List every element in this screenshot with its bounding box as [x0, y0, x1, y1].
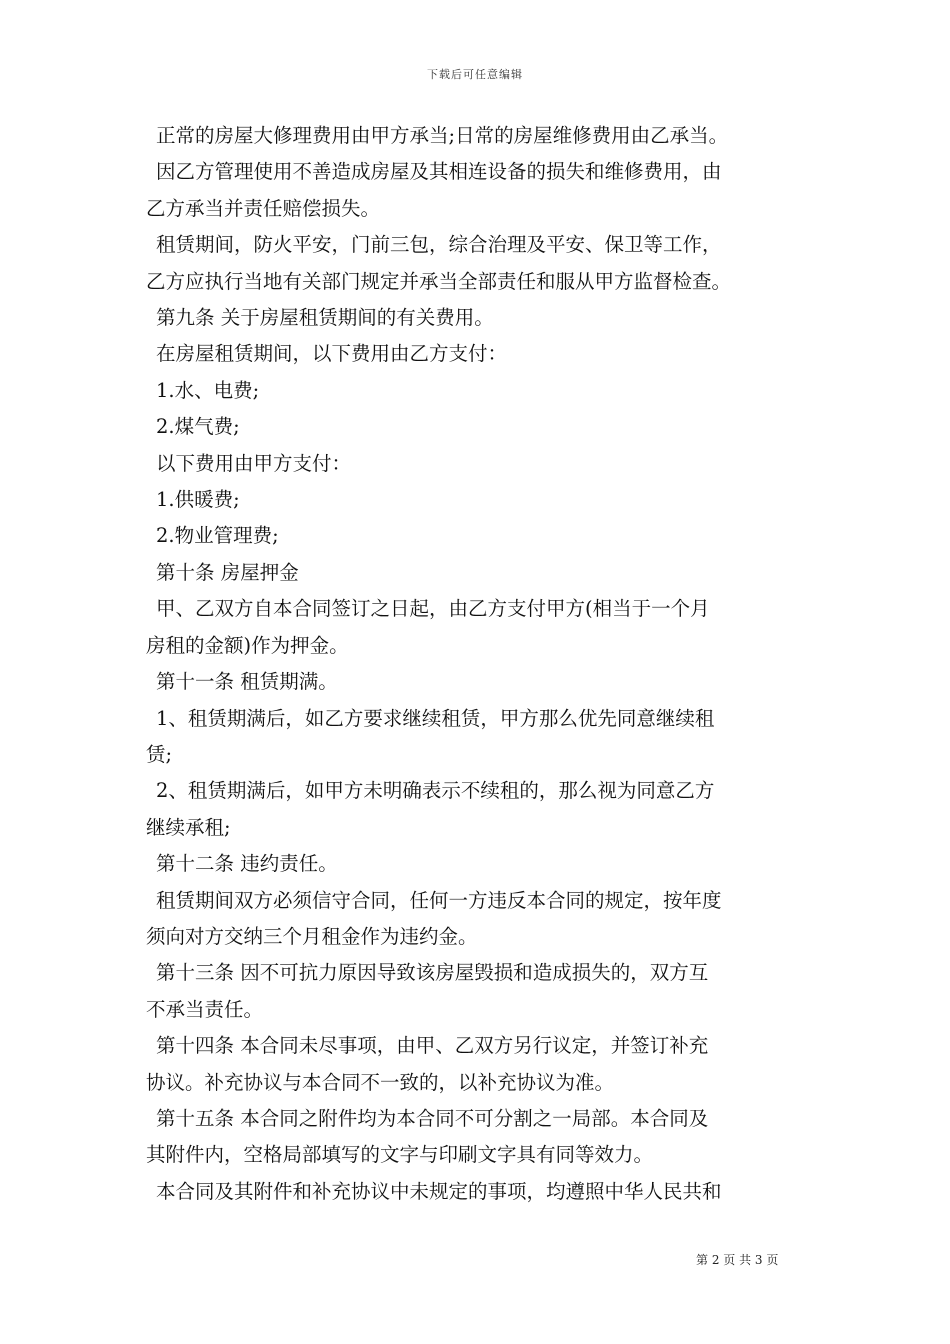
article-heading: 第十三条 因不可抗力原因导致该房屋毁损和造成损失的，双方互 — [156, 961, 709, 985]
list-item: 2.煤气费; — [156, 415, 240, 439]
list-item: 1、租赁期满后，如乙方要求继续租赁，甲方那么优先同意继续租 — [156, 706, 715, 730]
page-header-note: 下载后可任意编辑 — [427, 68, 523, 81]
paragraph-line: 因乙方管理使用不善造成房屋及其相连设备的损失和维修费用，由 — [156, 160, 722, 184]
list-item: 1.供暖费; — [156, 488, 240, 512]
article-heading: 第十一条 租赁期满。 — [156, 670, 338, 694]
paragraph-line: 其附件内，空格局部填写的文字与印刷文字具有同等效力。 — [146, 1143, 654, 1167]
list-item: 2.物业管理费; — [156, 524, 279, 548]
list-item: 1.水、电费; — [156, 378, 260, 402]
page-number: 第 2 页 共 3 页 — [696, 1253, 779, 1267]
paragraph-line: 本合同及其附件和补充协议中未规定的事项，均遵照中华人民共和 — [156, 1179, 722, 1203]
paragraph-line: 正常的房屋大修理费用由甲方承当;日常的房屋维修费用由乙承当。 — [156, 124, 729, 147]
paragraph-line: 协议。补充协议与本合同不一致的，以补充协议为准。 — [146, 1070, 615, 1094]
paragraph-line: 租赁期间，防火平安，门前三包，综合治理及平安、保卫等工作， — [156, 233, 722, 257]
paragraph-line: 赁; — [146, 742, 173, 766]
article-heading: 第十条 房屋押金 — [156, 560, 299, 584]
paragraph-line: 以下费用由甲方支付： — [156, 451, 352, 475]
paragraph-line: 须向对方交纳三个月租金作为违约金。 — [146, 924, 478, 948]
list-item: 2、租赁期满后，如甲方未明确表示不续租的，那么视为同意乙方 — [156, 779, 715, 803]
paragraph-line: 不承当责任。 — [146, 997, 264, 1021]
article-heading: 第九条 关于房屋租赁期间的有关费用。 — [156, 306, 494, 330]
paragraph-line: 乙方应执行当地有关部门规定并承当全部责任和服从甲方监督检查。 — [146, 269, 732, 293]
document-body — [146, 118, 810, 1210]
paragraph-line: 乙方承当并责任赔偿损失。 — [146, 196, 381, 220]
paragraph-line: 甲、乙双方自本合同签订之日起，由乙方支付甲方(相当于一个月 — [156, 597, 710, 621]
article-heading: 第十二条 违约责任。 — [156, 852, 338, 876]
article-heading: 第十五条 本合同之附件均为本合同不可分割之一局部。本合同及 — [156, 1106, 709, 1130]
paragraph-line: 在房屋租赁期间，以下费用由乙方支付： — [156, 342, 508, 366]
paragraph-line: 继续承租; — [146, 815, 231, 839]
paragraph-line: 租赁期间双方必须信守合同，任何一方违反本合同的规定，按年度 — [156, 888, 722, 912]
article-heading: 第十四条 本合同未尽事项，由甲、乙双方另行议定，并签订补充 — [156, 1034, 709, 1058]
paragraph-line: 房租的金额)作为押金。 — [146, 633, 349, 657]
